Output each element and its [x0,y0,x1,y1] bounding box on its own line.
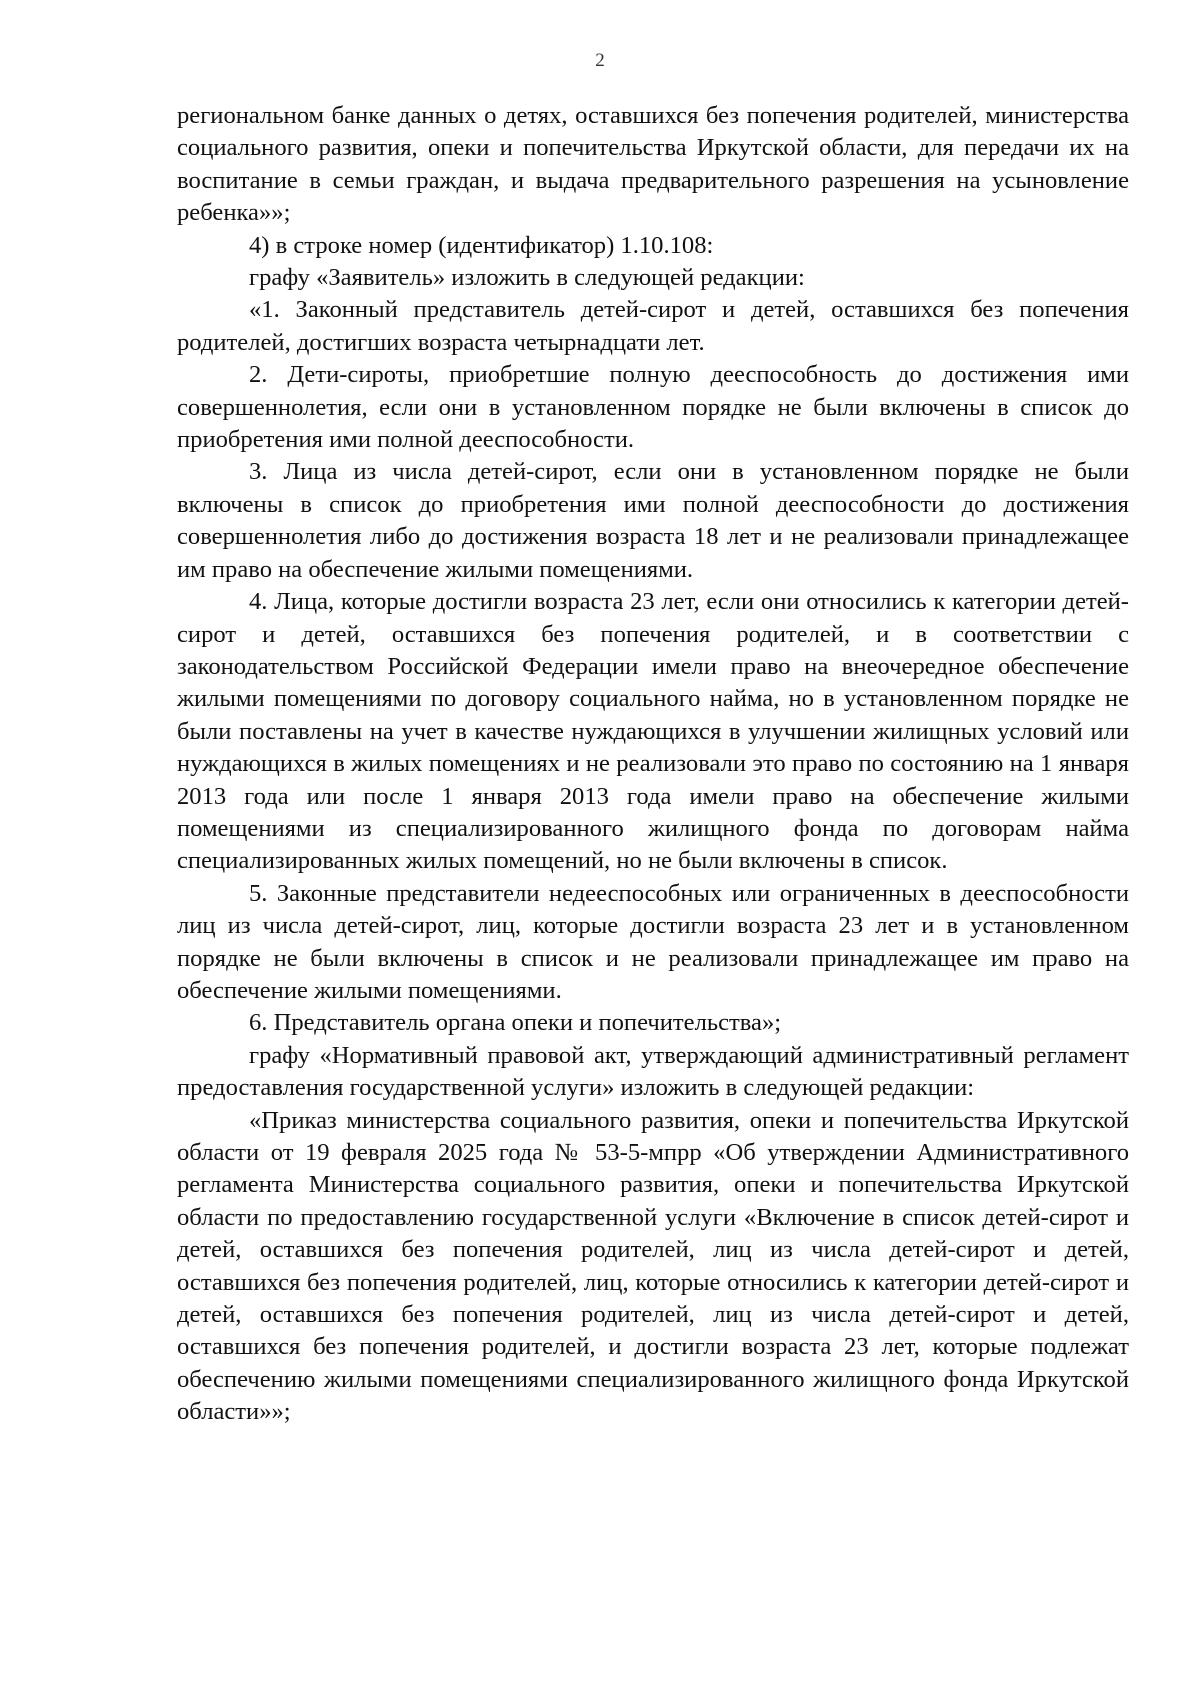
paragraph-continuation: региональном банке данных о детях, оставшихся без попечения родителей, министерства социального развития, опеки и попечительства Иркутской области, для передачи их на воспитание в семьи граждан, и выдача предварительного разрешения на усыновление ребенка»»; [177,102,1129,227]
paragraph-legal-act-heading: графу «Нормативный правовой акт, утверждающий административный регламент предоставления государственной услуги» изложить в следующей редакции: [177,1041,1129,1102]
paragraph-item-4: 4) в строке номер (идентификатор) 1.10.108: [249,231,714,259]
page-number: 2 [595,50,605,71]
paragraph-applicant-heading: графу «Заявитель» изложить в следующей редакции: [249,264,805,292]
paragraph-applicant-2: 2. Дети-сироты, приобретшие полную дееспособность до достижения ими совершеннолетия, если они в установленном порядке не были включены в список до приобретения ими полной дееспособности. [177,361,1129,454]
paragraph-applicant-4: 4. Лица, которые достигли возраста 23 лет, если они относились к категории детей-сирот и детей, оставшихся без попечения родителей, и в соответствии с законодательством Российской Федерации имели право на внеочередное обеспечение жилыми помещениями по договору социального найма, но в установленном порядке не были поставлены на учет в качестве нуждающихся в улучшении жилищных условий или нуждающихся в жилых помещениях и не реализовали это право по состоянию на 1 января 2013 года или после 1 января 2013 года имели право на обеспечение жилыми помещениями из специализированного жилищного фонда по договорам найма специализированных жилых помещений, но не были включены в список. [177,588,1129,875]
paragraph-applicant-3: 3. Лица из числа детей-сирот, если они в установленном порядке не были включены в список до приобретения ими полной дееспособности до достижения совершеннолетия либо до достижения возраста 18 лет и не реализовали принадлежащее им право на обеспечение жилыми помещениями. [177,458,1129,583]
paragraph-legal-act-text: «Приказ министерства социального развития, опеки и попечительства Иркутской области от 19 февраля 2025 года № 53-5-мпрр «Об утверждении Административного регламента Министерства социального развития, опеки и попечительства Иркутской области по предоставлению государственной услуги «Включение в список детей-сирот и детей, оставшихся без попечения родителей, лиц из числа детей-сирот и детей, оставшихся без попечения родителей, лиц, которые относились к категории детей-сирот и детей, оставшихся без попечения родителей, лиц из числа детей-сирот и детей, оставшихся без попечения родителей, и достигли возраста 23 лет, которые подлежат обеспечению жилыми помещениями специализированного жилищного фонда Иркутской области»»; [177,1106,1129,1426]
paragraph-applicant-6: 6. Представитель органа опеки и попечительства»; [249,1009,782,1037]
document-body [177,100,1129,1429]
paragraph-applicant-1: «1. Законный представитель детей-сирот и детей, оставшихся без попечения родителей, достигших возраста четырнадцати лет. [177,296,1129,356]
paragraph-applicant-5: 5. Законные представители недееспособных или ограниченных в дееспособности лиц из числа детей-сирот, лиц, которые достигли возраста 23 лет и в установленном порядке не были включены в список и не реализовали принадлежащее им право на обеспечение жилыми помещениями. [177,879,1129,1004]
